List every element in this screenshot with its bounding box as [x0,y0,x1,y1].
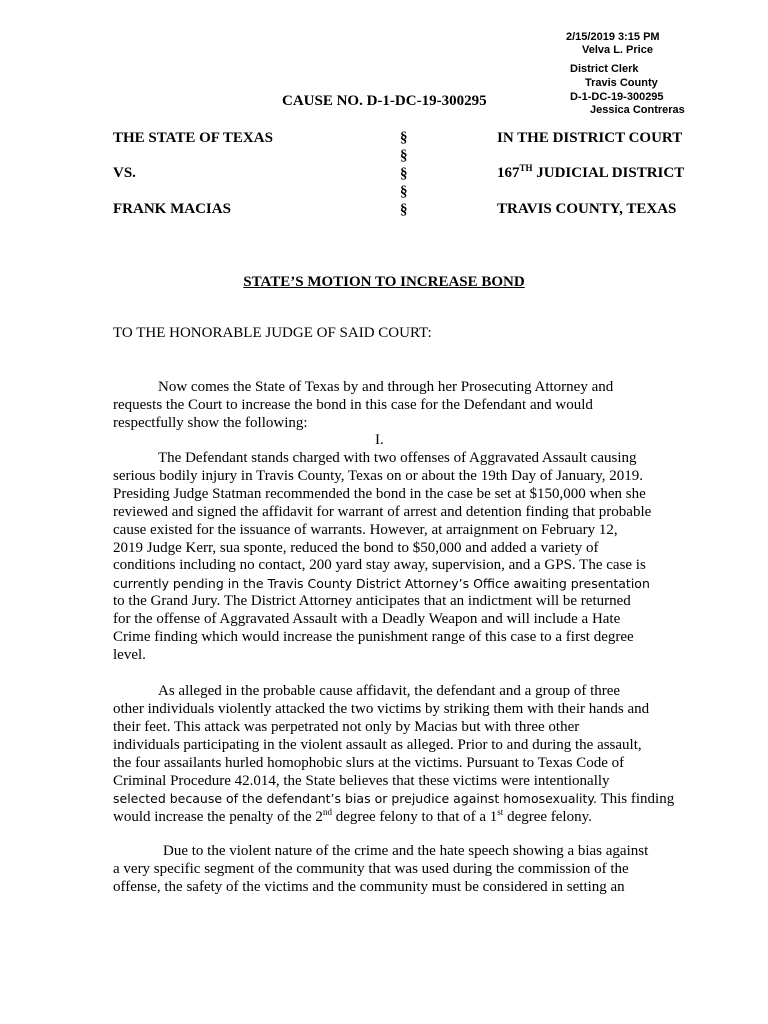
text-line: conditions including no contact, 200 yard stay away, supervision, and a GPS. The case is [113,557,646,574]
text-line: Now comes the State of Texas by and through her Prosecuting Attorney and [158,379,614,395]
caption-district: 167TH JUDICIAL DISTRICT [497,163,685,181]
text-line: the four assailants hurled homophobic slurs at the victims. Pursuant to Texas Code of [113,754,625,771]
salutation: TO THE HONORABLE JUDGE OF SAID COURT: [113,325,432,341]
paragraph-1 [113,450,685,665]
text-line: for the offense of Aggravated Assault with a Deadly Weapon and will include a Hate [113,611,621,628]
text-line: a very specific segment of the community that was used during the commission of the [113,860,629,877]
section-symbol: § [400,166,408,182]
caption-versus: VS. [113,165,136,181]
text-line: cause existed for the issuance of warrants. However, at arraignment on February 12, [113,521,618,538]
text-line: serious bodily injury in Travis County, Texas on or about the 19th Day of January, 2019. [113,467,644,484]
text-line: individuals participating in the violent assault as alleged. Prior to and during the assault, [113,736,642,753]
text-line: other individuals violently attacked the two victims by striking them with their hands and [113,700,650,717]
stamp-deputy: Jessica Contreras [590,104,685,116]
section-symbol: § [400,202,408,218]
text-line: level. [113,646,146,663]
text-line: Presiding Judge Statman recommended the bond in the case be set at $150,000 when she [113,485,646,502]
text-line: The Defendant stands charged with two offenses of Aggravated Assault causing [158,450,637,466]
stamp-clerk-title: District Clerk [570,63,639,75]
caption-plaintiff: THE STATE OF TEXAS [113,130,273,146]
stamp-clerk-name: Velva L. Price [582,44,653,56]
paragraph-3 [113,843,685,897]
text-line: respectfully show the following: [113,414,308,431]
section-number: I. [375,432,384,448]
caption-county: TRAVIS COUNTY, TEXAS [497,201,677,217]
text-line: reviewed and signed the affidavit for warrant of arrest and detention finding that probable [113,503,652,520]
section-symbol: § [400,148,408,164]
text-line: As alleged in the probable cause affidavit, the defendant and a group of three [158,683,621,699]
stamp-case-number: D-1-DC-19-300295 [570,91,664,103]
text-line: offense, the safety of the victims and the community must be considered in setting an [113,878,625,895]
text-line: 2019 Judge Kerr, sua sponte, reduced the bond to $50,000 and added a variety of [113,539,599,556]
caption-defendant: FRANK MACIAS [113,201,231,217]
text-line: to the Grand Jury. The District Attorney anticipates that an indictment will be returned [113,593,631,610]
text-line: selected because of the defendant’s bias or prejudice against homosexuality. This finding [113,791,675,808]
text-line: would increase the penalty of the 2nd degree felony to that of a 1st degree felony. [113,807,592,826]
intro-paragraph [113,379,685,433]
motion-title: STATE’S MOTION TO INCREASE BOND [243,274,525,290]
section-symbol: § [400,130,408,146]
stamp-county: Travis County [585,77,658,89]
text-line: requests the Court to increase the bond in this case for the Defendant and would [113,396,593,413]
stamp-datetime: 2/15/2019 3:15 PM [566,31,660,43]
text-line: Crime finding which would increase the punishment range of this case to a first degree [113,629,634,646]
text-line: Criminal Procedure 42.014, the State believes that these victims were intentionally [113,772,610,789]
cause-number: CAUSE NO. D-1-DC-19-300295 [282,93,487,109]
text-line: Due to the violent nature of the crime and the hate speech showing a bias against [163,843,649,859]
caption-court: IN THE DISTRICT COURT [497,130,683,146]
paragraph-2 [113,683,685,827]
text-line: their feet. This attack was perpetrated not only by Macias but with three other [113,718,580,735]
text-line: currently pending in the Travis County District Attorney’s Office awaiting presentation [113,576,650,592]
section-symbol: § [400,184,408,200]
